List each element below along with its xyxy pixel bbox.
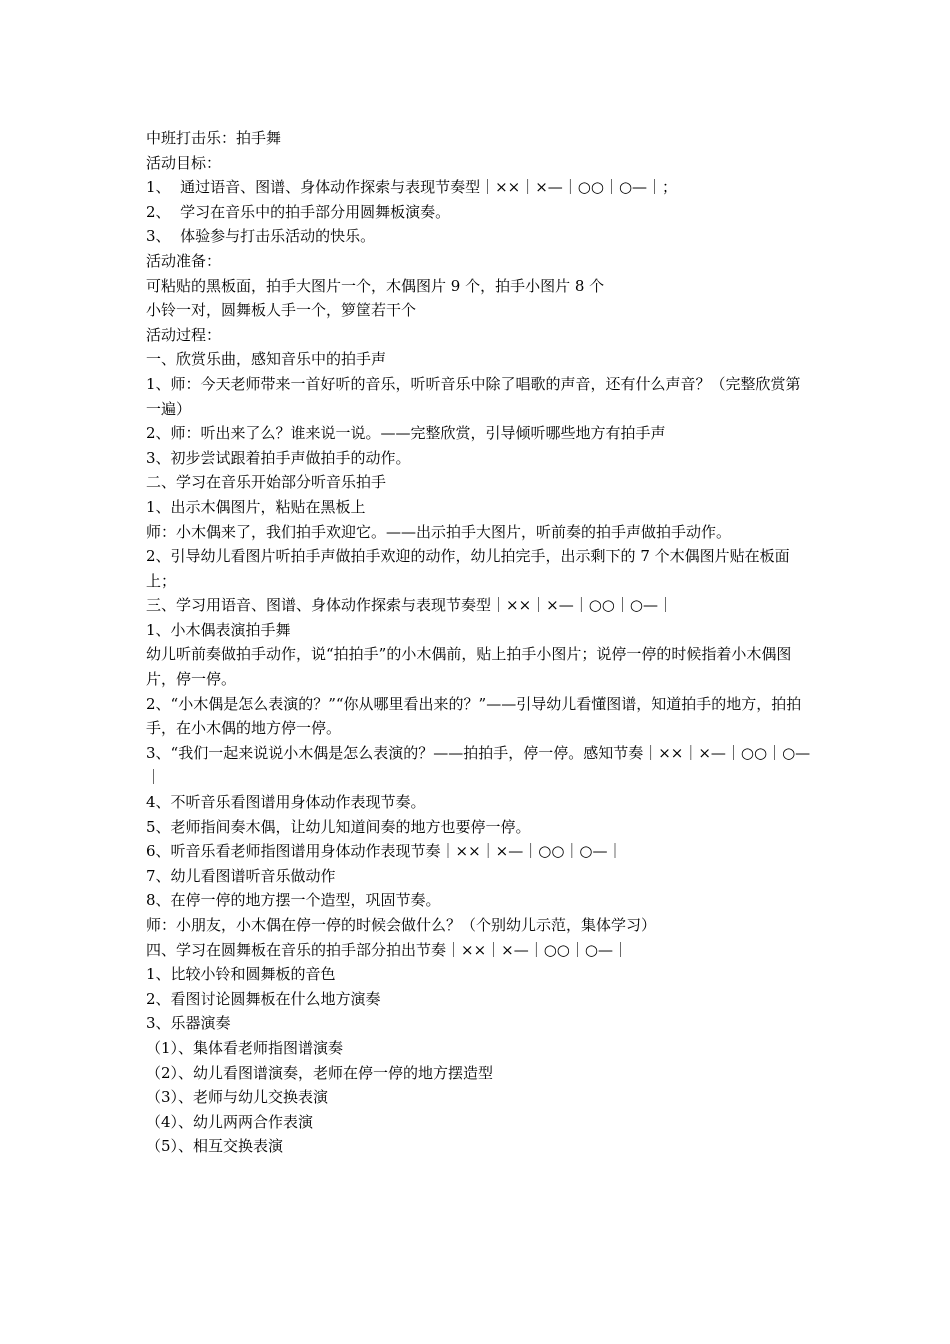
process-step: 1、出示木偶图片，粘贴在黑板上 (146, 497, 366, 516)
goal-item-1: 1、 通过语音、图谱、身体动作探索与表现节奏型｜××｜×—｜○○｜○—｜； (146, 178, 678, 197)
process-step: 4、不听音乐看图谱用身体动作表现节奏。 (146, 793, 426, 812)
process-step: 幼儿听前奏做拍手动作，说“拍拍手”的小木偶前，贴上拍手小图片；说停一停的时候指着小木偶图片，停一停。 (146, 645, 792, 689)
process-part-4-heading: 四、学习在圆舞板在音乐的拍手部分拍出节奏｜××｜×—｜○○｜○—｜ (146, 940, 628, 959)
process-substep: （4）、幼儿两两合作表演 (146, 1112, 314, 1131)
process-step: 2、师：听出来了么？谁来说一说。——完整欣赏，引导倾听哪些地方有拍手声 (146, 424, 666, 443)
process-step: 5、老师指间奏木偶，让幼儿知道间奏的地方也要停一停。 (146, 817, 531, 836)
process-step: 7、幼儿看图谱听音乐做动作 (146, 866, 336, 885)
process-part-3-heading: 三、学习用语音、图谱、身体动作探索与表现节奏型｜××｜×—｜○○｜○—｜ (146, 596, 673, 615)
process-part-1-heading: 一、欣赏乐曲，感知音乐中的拍手声 (146, 350, 387, 369)
process-substep: （5）、相互交换表演 (146, 1137, 284, 1156)
section-heading-goals: 活动目标： (146, 153, 222, 172)
process-step: 3、初步尝试跟着拍手声做拍手的动作。 (146, 448, 411, 467)
process-substep: （3）、老师与幼儿交换表演 (146, 1088, 329, 1107)
process-step: 师：小木偶来了，我们拍手欢迎它。——出示拍手大图片，听前奏的拍手声做拍手动作。 (146, 522, 732, 541)
process-step: 2、看图讨论圆舞板在什么地方演奏 (146, 989, 381, 1008)
process-step: 师：小朋友，小木偶在停一停的时候会做什么？（个别幼儿示范，集体学习） (146, 916, 657, 934)
process-part-2-heading: 二、学习在音乐开始部分听音乐拍手 (146, 473, 387, 492)
process-step: 3、乐器演奏 (146, 1014, 231, 1033)
process-substep: （2）、幼儿看图谱演奏，老师在停一停的地方摆造型 (146, 1063, 494, 1082)
section-heading-preparation: 活动准备： (146, 251, 222, 270)
process-step: 2、“小木偶是怎么表演的？”“你从哪里看出来的？”——引导幼儿看懂图谱，知道拍手的地方，拍拍手，在小木偶的地方停一停。 (146, 694, 802, 738)
section-heading-process: 活动过程： (146, 325, 222, 344)
process-substep: （1）、集体看老师指图谱演奏 (146, 1038, 344, 1057)
goal-item-3: 3、 体验参与打击乐活动的快乐。 (146, 227, 376, 246)
process-step: 8、在停一停的地方摆一个造型，巩固节奏。 (146, 891, 441, 910)
process-step: 1、师：今天老师带来一首好听的音乐，听听音乐中除了唱歌的声音，还有什么声音？（完整欣赏第一遍） (146, 374, 801, 418)
preparation-item-1: 可粘贴的黑板面，拍手大图片一个，木偶图片 9 个，拍手小图片 8 个 (146, 276, 605, 295)
document-title: 中班打击乐：拍手舞 (146, 129, 282, 147)
process-step: 1、小木偶表演拍手舞 (146, 620, 291, 639)
process-step: 2、引导幼儿看图片听拍手声做拍手欢迎的动作，幼儿拍完手，出示剩下的 7 个木偶图片贴在板面上； (146, 547, 790, 590)
process-step: 3、“我们一起来说说小木偶是怎么表演的？——拍拍手，停一停。感知节奏｜××｜×—｜○○｜○—｜ (146, 743, 811, 787)
goal-item-2: 2、 学习在音乐中的拍手部分用圆舞板演奏。 (146, 202, 451, 221)
preparation-item-2: 小铃一对，圆舞板人手一个，箩筐若干个 (146, 301, 417, 320)
document-body (146, 126, 814, 1159)
process-step: 1、比较小铃和圆舞板的音色 (146, 965, 336, 984)
process-step: 6、听音乐看老师指图谱用身体动作表现节奏｜××｜×—｜○○｜○—｜ (146, 842, 623, 861)
